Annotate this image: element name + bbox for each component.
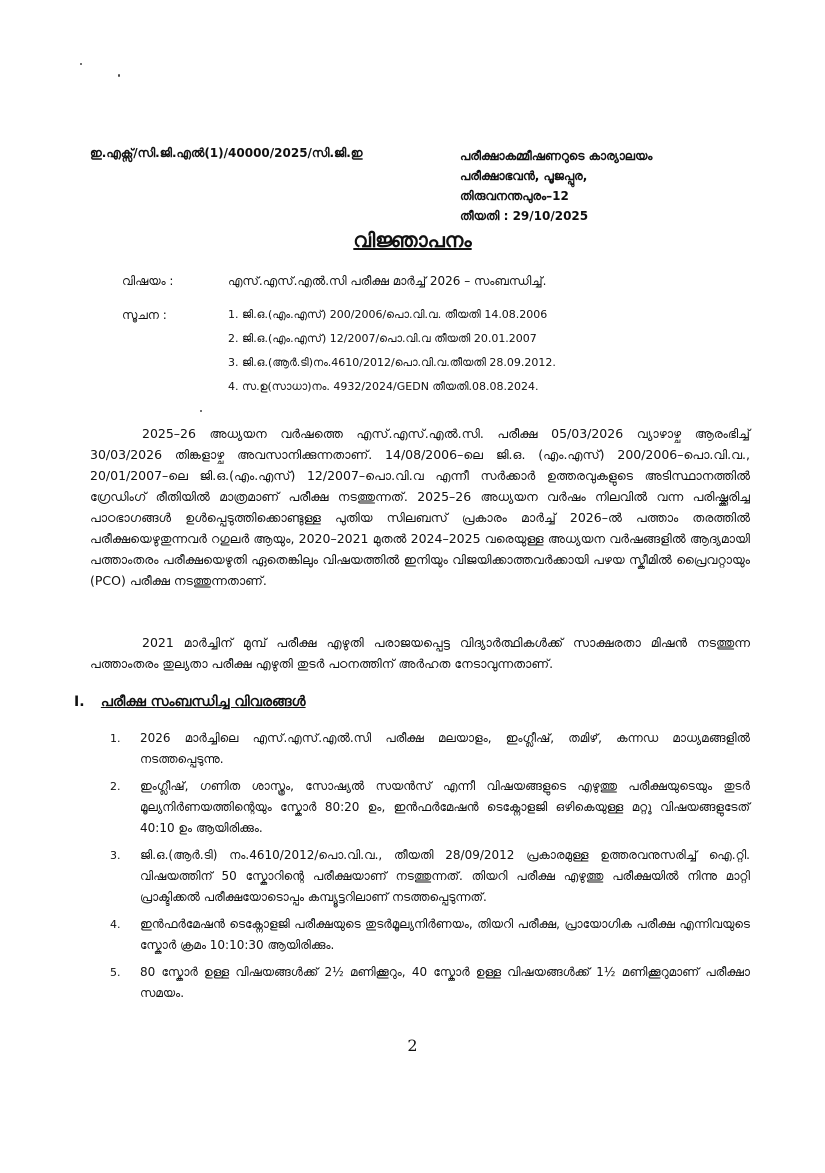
list-item xyxy=(110,914,750,956)
section-title: പരീക്ഷ സംബന്ധിച്ച വിവരങ്ങൾ xyxy=(100,694,306,710)
references-label: സൂചന : xyxy=(122,308,167,322)
reference-item: 1. ജി.ഒ.(എം.എസ്) 200/2006/പൊ.വി.വ. തീയതി 14.08.2006 xyxy=(228,308,548,321)
section-heading xyxy=(74,694,306,710)
office-address xyxy=(460,146,652,226)
office-city: തിരുവനന്തപുരം–12 xyxy=(460,189,569,203)
body-paragraph: 2021 മാർച്ചിന് മുമ്പ് പരീക്ഷ എഴുതി പരാജയപ്പെട്ട വിദ്യാർത്ഥികൾക്ക് സാക്ഷരതാ മിഷൻ നടത്തുന്ന പത്താംതരം തുല്യതാ പരീക്ഷ എഴുതി തുടർ പഠനത്തിന് അർഹത നേടാവുന്നതാണ്. xyxy=(90,635,750,671)
list-item xyxy=(110,776,750,839)
list-item xyxy=(110,728,750,770)
office-name: പരീക്ഷാകമ്മീഷണറുടെ കാര്യാലയം xyxy=(460,149,653,163)
reference-item: 2. ജി.ഒ.(എം.എസ്) 12/2007/പൊ.വി.വ തീയതി 20.01.2007 xyxy=(228,332,537,345)
item-text: 80 സ്കോർ ഉള്ള വിഷയങ്ങൾക്ക് 2½ മണിക്കൂറും, 40 സ്കോർ ഉള്ള വിഷയങ്ങൾക്ക് 1½ മണിക്കൂറുമാണ് പരീക്ഷാ സമയം. xyxy=(140,965,750,1000)
item-text: ഇംഗ്ലീഷ്, ഗണിത ശാസ്ത്രം, സോഷ്യൽ സയൻസ് എന്നീ വിഷയങ്ങളുടെ എഴുത്തു പരീക്ഷയുടെയും തുടർ മൂല്യനിർണയത്തിന്റെയും സ്കോർ 80:20 ഉം, ഇൻഫർമേഷൻ ടെക്നോളജി ഒഴികെയുള്ള മറ്റു വിഷയങ്ങളുടേത് 40:10 ഉം ആയിരിക്കും. xyxy=(140,779,750,835)
section-number: I. xyxy=(74,694,85,710)
section-items xyxy=(110,728,750,1010)
item-number: 5. xyxy=(110,966,121,979)
list-item xyxy=(110,845,750,908)
item-number: 4. xyxy=(110,918,121,931)
item-text: ഇൻഫർമേഷൻ ടെക്നോളജി പരീക്ഷയുടെ തുടർമൂല്യനിർണയം, തിയറി പരീക്ഷ, പ്രായോഗിക പരീക്ഷ എന്നിവയുടെ സ്കോർ ക്രമം 10:10:30 ആയിരിക്കും. xyxy=(140,917,750,952)
item-text: 2026 മാർച്ചിലെ എസ്.എസ്.എൽ.സി പരീക്ഷ മലയാളം, ഇംഗ്ലീഷ്, തമിഴ്, കന്നഡ മാധ്യമങ്ങളിൽ നടത്തപ്പെടുന്നു. xyxy=(140,731,750,766)
page-number: 2 xyxy=(407,1036,418,1055)
reference-item: 3. ജി.ഒ.(ആർ.ടി)നം.4610/2012/പൊ.വി.വ.തീയതി 28.09.2012. xyxy=(228,356,556,369)
item-number: 3. xyxy=(110,849,121,862)
references-list xyxy=(228,308,556,404)
scan-speck xyxy=(80,63,82,65)
subject-label: വിഷയം : xyxy=(122,274,174,288)
reference-item: 4. സ.ഉ(സാധാ)നം. 4932/2024/GEDN തീയതി.08.08.2024. xyxy=(228,380,539,393)
document-title: വിജ്ഞാപനം xyxy=(353,228,472,252)
body-paragraph: 2025–26 അധ്യയന വർഷത്തെ എസ്.എസ്.എൽ.സി. പരീക്ഷ 05/03/2026 വ്യാഴാഴ്ച ആരംഭിച്ച് 30/03/2026 തിങ്കളാഴ്ച അവസാനിക്കുന്നതാണ്. 14/08/2006–ലെ ജി.ഒ. (എം.എസ്) 200/2006–പൊ.വി.വ., 20/01/2007–ലെ ജി.ഒ.(എം.എസ്) 12/2007–പൊ.വി.വ എന്നീ സർക്കാർ ഉത്തരവുകളുടെ അടിസ്ഥാനത്തിൽ ഗ്രേഡിംഗ് രീതിയിൽ മാത്രമാണ് പരീക്ഷ നടത്തുന്നത്. 2025–26 അധ്യയന വർഷം നിലവിൽ വന്ന പരിഷ്ക്കരിച്ച പാഠഭാഗങ്ങൾ ഉൾപ്പെടുത്തിക്കൊണ്ടുള്ള പുതിയ സിലബസ് പ്രകാരം മാർച്ച് 2026–ൽ പത്താം തരത്തിൽ പരീക്ഷയെഴുതുന്നവർ റഗുലർ ആയും, 2020–2021 മുതൽ 2024–2025 വരെയുള്ള അധ്യയന വർഷങ്ങളിൽ ആദ്യമായി പത്താംതരം പരീക്ഷയെഴുതി ഏതെങ്കിലും വിഷയത്തിൽ ഇനിയും വിജയിക്കാത്തവർക്കായി പഴയ സ്കീമിൽ പ്രൈവറ്റായും (PCO) പരീക്ഷ നടത്തുന്നതാണ്. xyxy=(90,426,750,588)
reference-number: ഇ.എക്സ്/സി.ജി.എൽ(1)/40000/2025/സി.ജി.ഇ xyxy=(90,146,363,160)
item-number: 1. xyxy=(110,732,121,745)
item-number: 2. xyxy=(110,780,121,793)
scan-speck xyxy=(118,74,120,77)
list-item xyxy=(110,962,750,1004)
office-building: പരീക്ഷാഭവൻ, പൂജപ്പുര, xyxy=(460,169,588,183)
scan-speck xyxy=(200,410,202,412)
item-text: ജി.ഒ.(ആർ.ടി) നം.4610/2012/പൊ.വി.വ., തീയതി 28/09/2012 പ്രകാരമുള്ള ഉത്തരവനുസരിച്ച് ഐ.റ്റി. വിഷയത്തിന് 50 സ്കോറിന്റെ പരീക്ഷയാണ് നടത്തുന്നത്. തിയറി പരീക്ഷ എഴുത്തു പരീക്ഷയിൽ നിന്നു മാറ്റി പ്രാക്ടിക്കൽ പരീക്ഷയോടൊപ്പം കമ്പ്യൂട്ടറിലാണ് നടത്തപ്പെടുന്നത്. xyxy=(140,848,750,904)
subject-text: എസ്.എസ്.എൽ.സി പരീക്ഷ മാർച്ച് 2026 – സംബന്ധിച്ച്. xyxy=(228,274,547,288)
document-date: തീയതി : 29/10/2025 xyxy=(460,209,589,223)
